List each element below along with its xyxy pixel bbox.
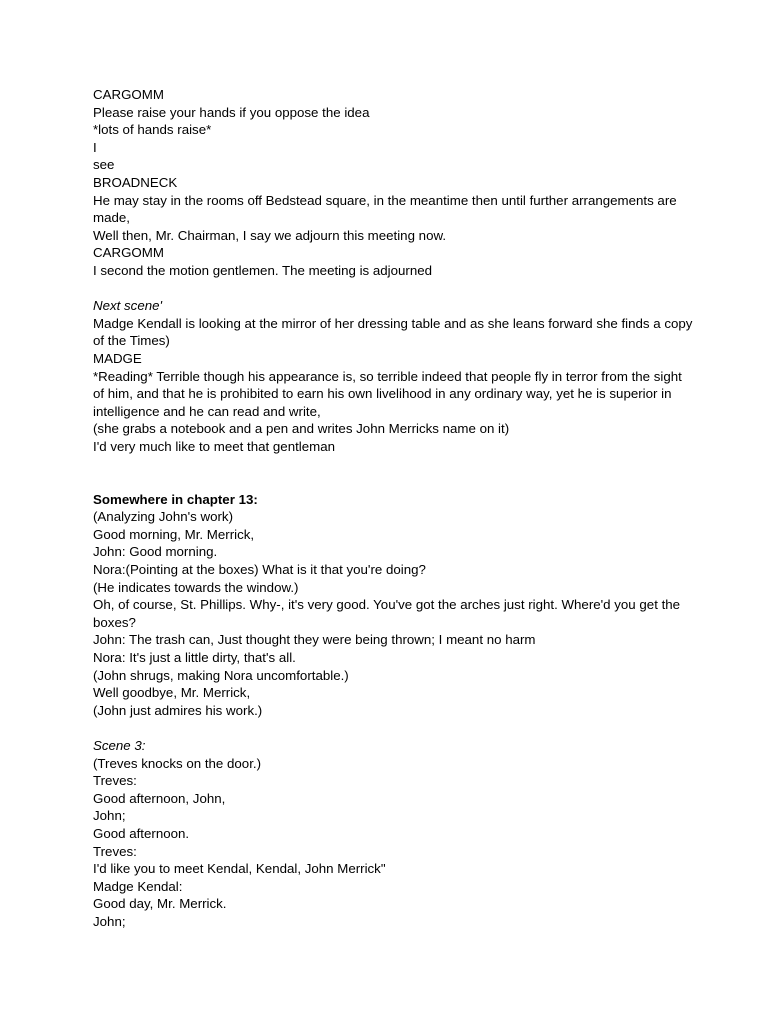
dialogue-line: Please raise your hands if you oppose the idea	[93, 104, 370, 120]
dialogue-line: Good day, Mr. Merrick.	[93, 896, 227, 912]
dialogue-line: John: The trash can, Just thought they were being thrown; I meant no harm	[93, 632, 536, 648]
blank-line	[93, 719, 693, 737]
stage-direction: (Treves knocks on the door.)	[93, 755, 262, 771]
scene-heading: Somewhere in chapter 13:	[93, 491, 258, 507]
document-page	[93, 86, 697, 931]
scene-heading: Scene 3:	[93, 737, 146, 753]
section-scene-3	[93, 737, 693, 931]
dialogue-line: He may stay in the rooms off Bedstead square, in the meantime then until further arrangements are made,	[93, 192, 681, 226]
dialogue-line: see	[93, 157, 115, 173]
scene-heading: Next scene'	[93, 298, 163, 314]
section-next-scene	[93, 297, 697, 455]
speaker-name: MADGE	[93, 350, 142, 366]
dialogue-line: John: Good morning.	[93, 544, 218, 560]
stage-direction: Madge Kendall is looking at the mirror of her dressing table and as she leans forward she finds a copy of the Times)	[93, 315, 697, 349]
speaker-name: CARGOMM	[93, 87, 164, 102]
speaker-name: BROADNECK	[93, 174, 178, 190]
blank-line	[93, 280, 693, 298]
stage-direction: (John shrugs, making Nora uncomfortable.)	[93, 667, 349, 683]
dialogue-line: I'd very much like to meet that gentleman	[93, 438, 335, 454]
dialogue-line: *Reading* Terrible though his appearance is, so terrible indeed that people fly in terror from the sight of him, and that he is prohibited to earn his own livelihood in any ordinary way, yet he is superior in intelligence and he can read and write,	[93, 368, 686, 419]
dialogue-line: I	[93, 139, 97, 155]
dialogue-line: Well then, Mr. Chairman, I say we adjourn this meeting now.	[93, 227, 447, 243]
stage-direction: *lots of hands raise*	[93, 122, 212, 138]
dialogue-line: Good afternoon.	[93, 825, 190, 841]
dialogue-line: I second the motion gentlemen. The meeting is adjourned	[93, 262, 433, 278]
dialogue-line: Oh, of course, St. Phillips. Why-, it's very good. You've got the arches just right. Where'd you get the boxes?	[93, 597, 684, 630]
dialogue-line: I'd like you to meet Kendal, Kendal, John Merrick"	[93, 861, 386, 877]
stage-direction: (John just admires his work.)	[93, 702, 263, 718]
speaker-name: John;	[93, 913, 126, 929]
dialogue-line: Well goodbye, Mr. Merrick,	[93, 685, 251, 701]
dialogue-line: Nora:(Pointing at the boxes) What is it that you're doing?	[93, 562, 426, 578]
stage-direction: (Analyzing John's work)	[93, 509, 233, 525]
stage-direction: (she grabs a notebook and a pen and writes John Merricks name on it)	[93, 421, 510, 437]
section-chapter-13	[93, 491, 693, 720]
stage-direction: (He indicates towards the window.)	[93, 579, 299, 595]
blank-lines	[93, 455, 693, 490]
speaker-name: Madge Kendal:	[93, 878, 183, 894]
speaker-name: Treves:	[93, 773, 137, 789]
speaker-name: Treves:	[93, 843, 137, 859]
dialogue-line: Nora: It's just a little dirty, that's all.	[93, 650, 296, 665]
section-council-meeting	[93, 86, 693, 280]
dialogue-line: Good afternoon, John,	[93, 790, 226, 806]
speaker-name: John;	[93, 808, 126, 824]
speaker-name: CARGOMM	[93, 245, 164, 261]
dialogue-line: Good morning, Mr. Merrick,	[93, 526, 255, 542]
